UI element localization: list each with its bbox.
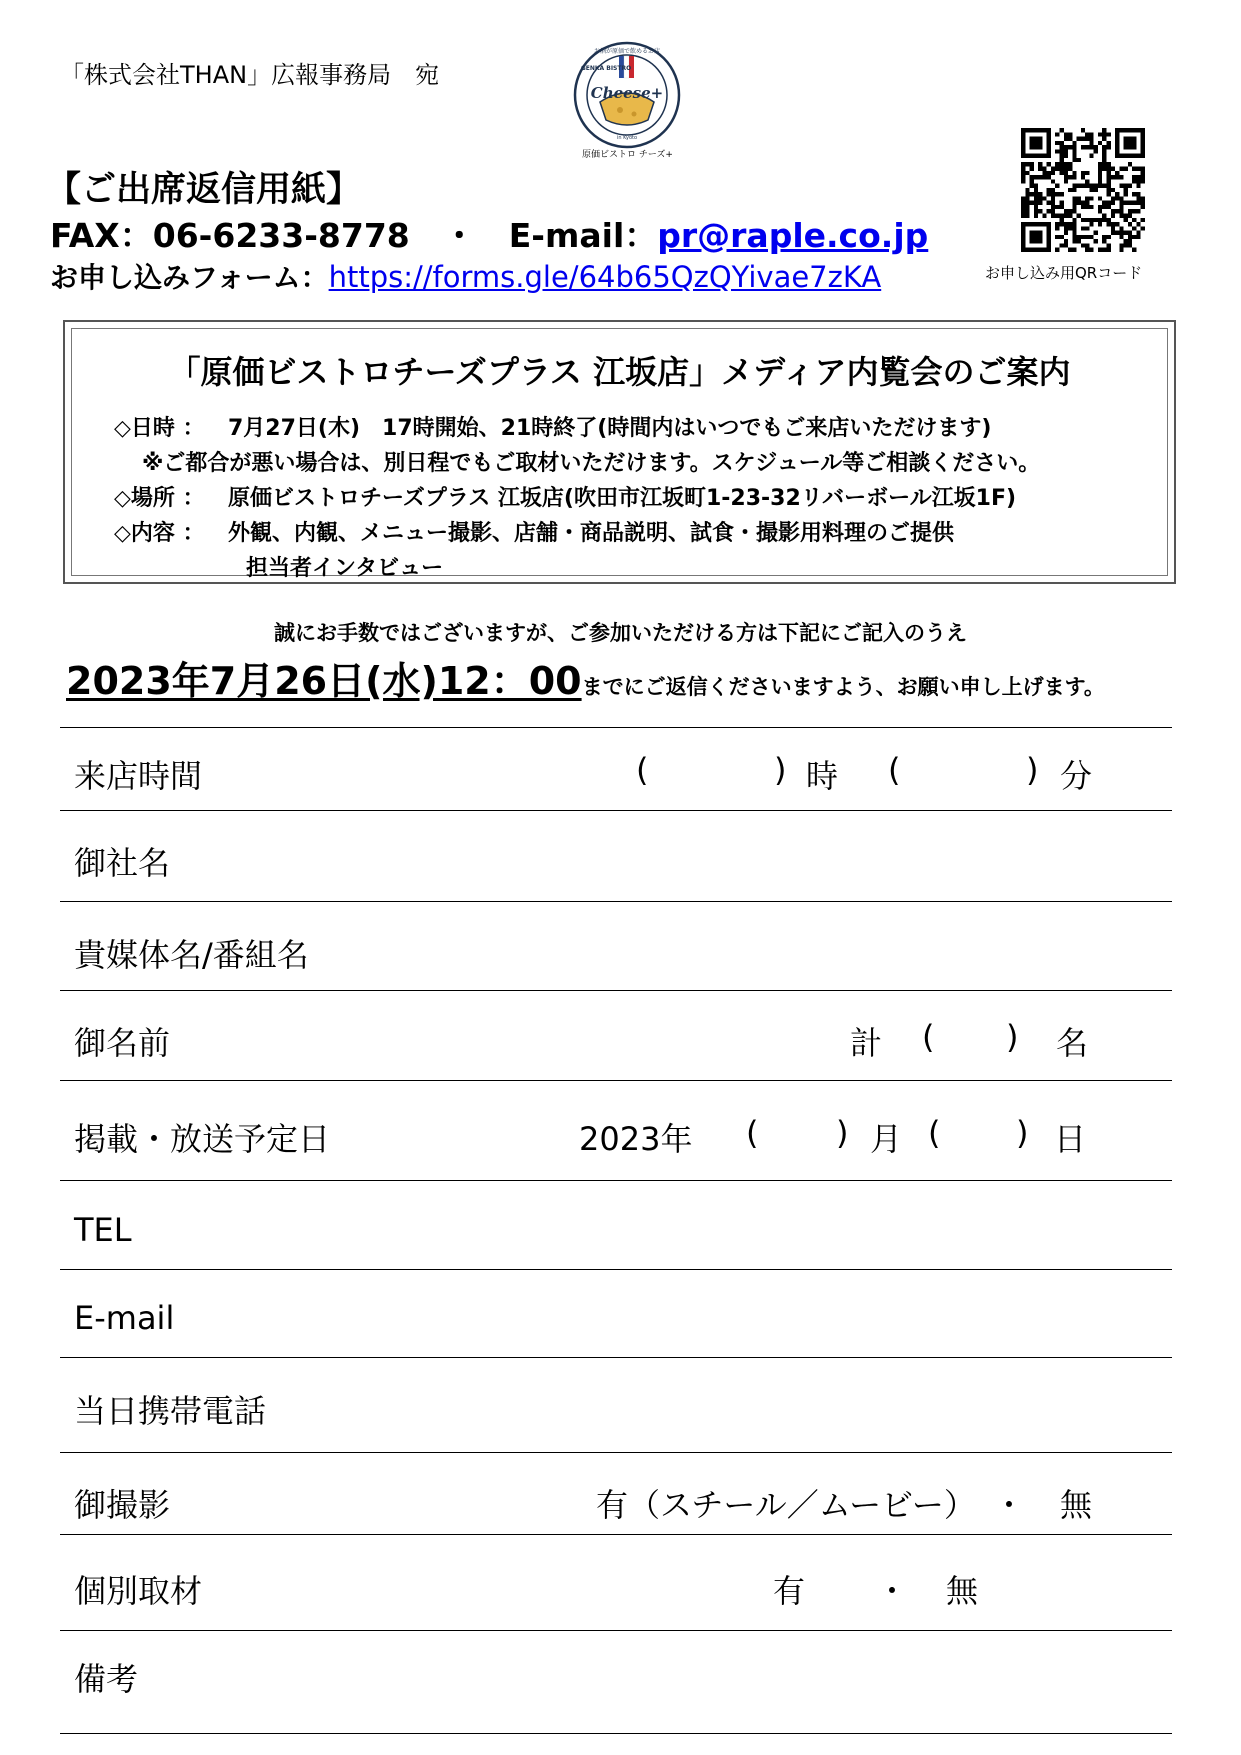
mobile-label: 当日携帯電話: [74, 1392, 267, 1430]
qr-code-icon: [1021, 128, 1145, 252]
svg-text:GENKA BISTRO: GENKA BISTRO: [580, 65, 632, 72]
publish-year: 2023年: [579, 1120, 693, 1158]
event-details: [114, 411, 1040, 586]
fax-text: FAX：06-6233-8778 ・ E-mail：: [50, 216, 658, 255]
photo-label: 御撮影: [74, 1486, 171, 1524]
row-divider: [60, 1733, 1172, 1734]
name-label: 御名前: [74, 1024, 171, 1062]
name-count-open: (: [922, 1018, 935, 1056]
interview-no-option[interactable]: 無: [946, 1572, 979, 1610]
row-divider: [60, 901, 1172, 902]
publish-day-unit: 日: [1054, 1120, 1087, 1158]
deadline-date: 2023年7月26日(水)12：00: [66, 659, 582, 703]
visit-time-label: 来店時間: [74, 757, 203, 795]
photo-yes-option[interactable]: 有（スチール／ムービー）: [596, 1486, 976, 1524]
event-info-box: [63, 320, 1176, 584]
deadline-line: [66, 650, 1105, 705]
row-divider: [60, 1269, 1172, 1270]
visit-hour-close: ): [774, 751, 787, 789]
date-value: 7月27日(木) 17時開始、21時終了(時間内はいつでもご来店いただけます): [228, 416, 992, 441]
deadline-tail: までにご返信くださいますよう、お願い申し上げます。: [581, 675, 1105, 699]
addressee: 「株式会社THAN」広報事務局 宛: [60, 61, 440, 89]
date-label: ◇日時 ：: [114, 416, 205, 441]
interview-yes-option[interactable]: 有: [773, 1572, 806, 1610]
row-divider: [60, 1357, 1172, 1358]
event-title: 「原価ビストロチーズプラス 江坂店」メディア内覧会のご案内: [168, 353, 1071, 391]
publish-month-unit: 月: [870, 1120, 903, 1158]
interview-label: 個別取材: [74, 1572, 203, 1610]
date-line: [114, 411, 1040, 446]
publish-month-open: (: [746, 1114, 759, 1152]
tel-label: TEL: [74, 1211, 132, 1249]
form-line: [50, 256, 881, 296]
content-label: ◇内容 ：: [114, 521, 205, 546]
form-label: お申し込みフォーム：: [50, 261, 329, 294]
place-value: 原価ビストロチーズプラス 江坂店(吹田市江坂町1-23-32リバーボール江坂1F): [228, 486, 1017, 511]
notes-label: 備考: [74, 1660, 139, 1698]
publish-date-label: 掲載・放送予定日: [74, 1120, 331, 1158]
place-line: [114, 481, 1040, 516]
visit-minute-close: ): [1026, 751, 1039, 789]
qr-caption: お申し込み用QRコード: [985, 264, 1143, 282]
cheese-bistro-logo: [572, 40, 682, 150]
logo-caption: 原価ビストロ チーズ+: [582, 150, 673, 160]
email-link[interactable]: pr@raple.co.jp: [657, 216, 929, 255]
content-value: 外観、内観、メニュー撮影、店舗・商品説明、試食・撮影用料理のご提供: [228, 521, 955, 546]
interview-separator: ・: [876, 1572, 909, 1610]
row-divider: [60, 1180, 1172, 1181]
content-line: [114, 516, 1040, 551]
svg-text:Cheese+: Cheese+: [590, 84, 664, 102]
contact-line: [50, 210, 928, 257]
photo-separator: ・: [993, 1486, 1026, 1524]
publish-day-open: (: [928, 1114, 941, 1152]
request-text: 誠にお手数ではございますが、ご参加いただける方は下記にご記入のうえ: [274, 621, 967, 645]
photo-no-option[interactable]: 無: [1060, 1486, 1093, 1524]
reply-title: 【ご出席返信用紙】: [46, 170, 362, 210]
row-divider: [60, 990, 1172, 991]
email-label: E-mail: [74, 1299, 175, 1337]
visit-minute-unit: 分: [1060, 757, 1093, 795]
row-divider: [60, 1630, 1172, 1631]
place-label: ◇場所 ：: [114, 486, 205, 511]
name-count-unit: 名: [1056, 1024, 1089, 1062]
visit-hour-unit: 時: [806, 757, 839, 795]
row-divider: [60, 1452, 1172, 1453]
svg-text:お酒が原価で飲めるお店: お酒が原価で飲めるお店: [593, 48, 661, 55]
row-divider: [60, 1534, 1172, 1535]
date-note: ※ご都合が悪い場合は、別日程でもご取材いただけます。スケジュール等ご相談ください。: [142, 451, 1041, 476]
name-count-close: ): [1006, 1018, 1019, 1056]
visit-hour-open: (: [636, 751, 649, 789]
publish-day-close: ): [1016, 1114, 1029, 1152]
media-label: 貴媒体名/番組名: [74, 936, 309, 974]
publish-month-close: ): [836, 1114, 849, 1152]
name-total-label: 計: [850, 1024, 883, 1062]
row-divider: [60, 810, 1172, 811]
content-value-2: 担当者インタビュー: [246, 556, 444, 581]
company-label: 御社名: [74, 844, 171, 882]
row-divider: [60, 1080, 1172, 1081]
row-divider: [60, 727, 1172, 728]
visit-minute-open: (: [888, 751, 901, 789]
form-url-link[interactable]: https://forms.gle/64b65QzQYivae7zKA: [328, 260, 882, 294]
svg-text:in Kyoto: in Kyoto: [616, 135, 638, 141]
event-info-inner-border: [71, 328, 1168, 581]
